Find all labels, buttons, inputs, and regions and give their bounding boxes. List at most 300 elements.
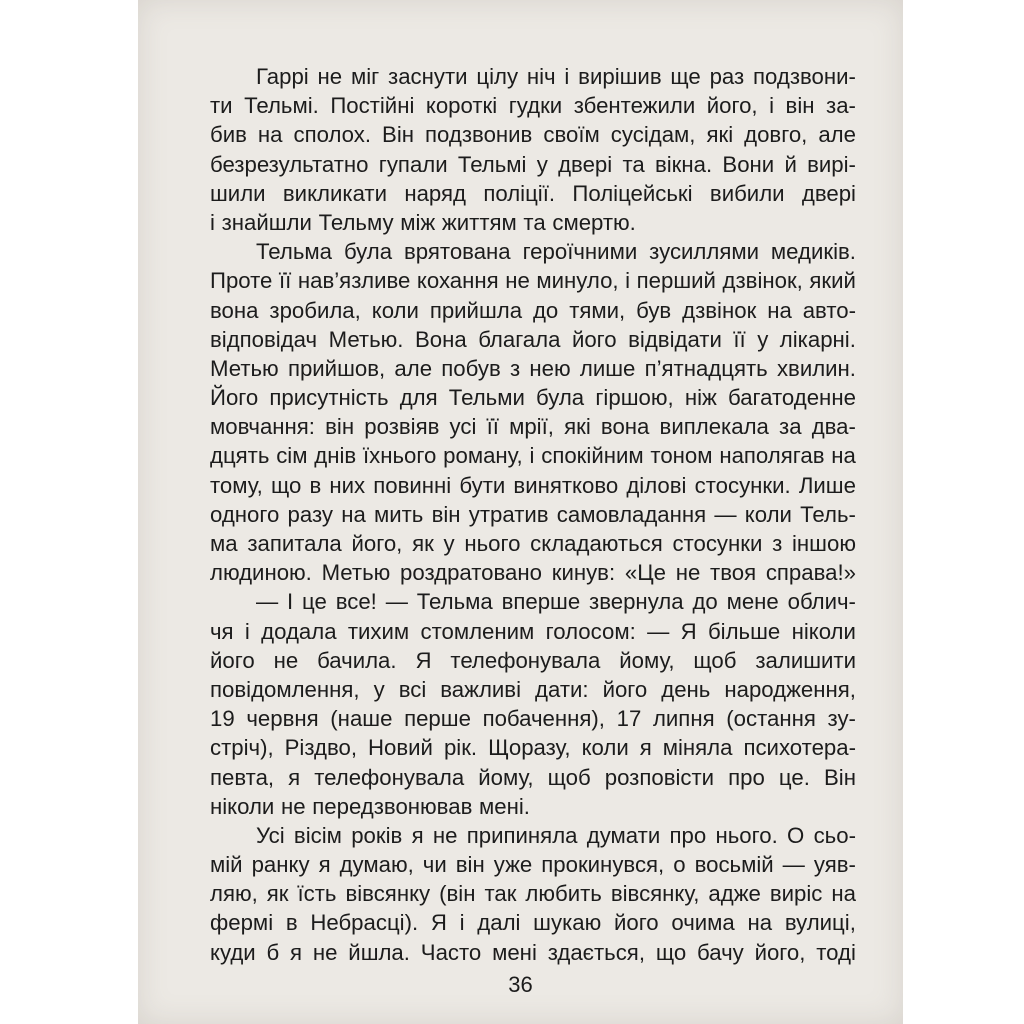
word: лікарні. <box>779 326 856 352</box>
word: прийшла <box>429 297 523 323</box>
word: ніж <box>684 385 717 411</box>
word: у <box>536 151 548 177</box>
word: Я <box>415 647 432 673</box>
word: до <box>532 297 559 323</box>
word: і <box>769 93 775 119</box>
word: них <box>329 472 366 498</box>
word: йому, <box>619 647 675 673</box>
text-line <box>210 908 856 937</box>
word: його <box>613 910 659 936</box>
word: побачення), <box>482 706 605 732</box>
word: іншою <box>792 531 856 556</box>
word: сьо- <box>813 822 856 848</box>
word: не <box>281 793 306 819</box>
word: припиняла <box>466 822 578 848</box>
word: Тельми <box>448 385 525 411</box>
word: ляю, <box>210 881 258 907</box>
word: (остання <box>726 706 816 732</box>
word: не <box>432 822 458 848</box>
word: — <box>782 852 805 878</box>
text-line <box>210 821 856 850</box>
word: дати: <box>535 676 589 702</box>
word: вівсянку <box>345 881 431 907</box>
text-line <box>210 208 856 237</box>
word: за- <box>826 93 856 119</box>
word: на <box>831 443 856 469</box>
text-line <box>210 529 856 558</box>
word: вперше <box>501 589 581 615</box>
word: лише <box>579 355 636 381</box>
word: коли <box>581 735 629 761</box>
word: вирі- <box>807 151 856 177</box>
word: голосом: <box>545 618 636 644</box>
word: медиків. <box>770 239 856 265</box>
word: тями, <box>569 297 626 323</box>
word: (він <box>439 881 476 907</box>
word: чи <box>422 852 447 878</box>
word: наряд <box>404 180 466 206</box>
word: сім <box>276 443 308 469</box>
word: виплекала <box>659 414 769 440</box>
word: Я <box>430 910 447 936</box>
word: нього <box>464 531 521 556</box>
word: і <box>459 910 465 936</box>
word: її <box>278 268 292 294</box>
word: важливі <box>440 676 522 702</box>
word: разу <box>287 501 333 527</box>
word: Метью <box>321 560 391 586</box>
word: смертю. <box>552 209 636 235</box>
word: розповісти <box>604 764 715 790</box>
word: у <box>373 676 385 702</box>
word: більше <box>707 618 781 644</box>
word: на <box>831 881 856 907</box>
word: у <box>757 326 769 352</box>
word: спокійним <box>541 443 644 469</box>
word: та <box>523 209 546 235</box>
word: Тельмі <box>457 151 527 177</box>
word: нав’язливе <box>297 268 411 294</box>
word: наполягав <box>719 443 825 469</box>
word: короткі <box>425 93 498 119</box>
word: Поліцейські <box>572 180 693 206</box>
word: який <box>809 268 856 294</box>
word: розвіяв <box>364 414 440 440</box>
text-line <box>210 617 856 646</box>
word: знайшли <box>221 209 312 235</box>
word: нею <box>529 355 571 381</box>
word: б <box>266 939 280 965</box>
word: подзвони- <box>753 64 856 89</box>
word: так <box>484 881 517 907</box>
word: років <box>351 822 403 848</box>
word: це. <box>778 764 810 790</box>
word: Щоразу, <box>488 735 571 761</box>
word: Постійні <box>330 93 415 119</box>
word: — <box>256 589 279 615</box>
text-line <box>210 91 856 120</box>
word: тихим <box>347 618 410 644</box>
word: міняла <box>662 735 733 761</box>
text-line <box>210 879 856 908</box>
word: липня <box>652 706 715 732</box>
word: дцять <box>210 443 270 469</box>
word: вівсянку, <box>610 881 700 907</box>
word: не <box>312 939 338 965</box>
word: 17 <box>616 706 642 732</box>
word: я <box>288 764 301 790</box>
word: їхнього <box>362 443 437 469</box>
word: тоном <box>650 443 713 469</box>
word: його, <box>351 531 403 556</box>
word: благала <box>478 326 561 352</box>
word: я <box>639 735 652 761</box>
word: Лише <box>798 472 856 498</box>
word: збентежили <box>573 93 696 119</box>
word: вулиці, <box>784 910 856 936</box>
word: дзвінок <box>682 297 757 323</box>
word: психотера- <box>743 735 856 761</box>
word: вибили <box>709 180 785 206</box>
word: я <box>411 822 424 848</box>
word: фермі <box>210 910 274 936</box>
word: складаються <box>530 531 663 556</box>
word: їсть <box>297 881 337 907</box>
page-text <box>210 62 856 967</box>
word: роману, <box>443 443 523 469</box>
word: що <box>270 472 302 498</box>
word: і <box>244 618 250 644</box>
word: зробила, <box>269 297 361 323</box>
word: вона <box>210 297 259 323</box>
word: вікна. <box>654 151 713 177</box>
word: бачила. <box>317 647 397 673</box>
word: в <box>309 472 322 498</box>
word: чя <box>210 618 234 644</box>
word: це <box>302 589 327 615</box>
word: 19 <box>210 706 235 732</box>
text-line <box>210 587 856 616</box>
word: про <box>669 822 707 848</box>
word: — <box>385 589 408 615</box>
word: вирішив <box>578 64 662 89</box>
word: я <box>290 939 303 965</box>
word: «Це <box>624 560 666 586</box>
word: Вони <box>722 151 775 177</box>
word: Тель- <box>800 501 856 527</box>
word: його <box>210 647 255 673</box>
text-line <box>210 120 856 149</box>
text-line <box>210 296 856 325</box>
word: зу- <box>827 706 856 732</box>
word: повідомлення, <box>210 676 360 702</box>
word: на <box>257 122 283 148</box>
word: своїм <box>543 122 600 148</box>
word: мене <box>726 589 779 615</box>
word: народження, <box>724 676 856 702</box>
word: Тельму <box>318 209 394 235</box>
text-line <box>210 938 856 967</box>
word: та <box>622 151 645 177</box>
word: передзвонював <box>312 793 473 819</box>
word: облич- <box>787 589 856 615</box>
word: була <box>536 385 585 411</box>
word: мені <box>492 939 537 965</box>
word: відвідати <box>628 326 722 352</box>
word: (наше <box>330 706 393 732</box>
text-line <box>210 675 856 704</box>
word: звернула <box>589 589 684 615</box>
word: він <box>785 93 815 119</box>
word: бив <box>210 122 247 148</box>
word: він <box>325 414 355 440</box>
word: ма <box>210 531 238 556</box>
word: які <box>564 414 591 440</box>
text-line <box>210 441 856 470</box>
word: Небрасці). <box>310 910 419 936</box>
word: кохання <box>416 268 499 294</box>
word: Усі <box>256 822 285 848</box>
text-line <box>210 850 856 879</box>
word: Він <box>823 764 856 790</box>
word: справа!» <box>765 560 856 586</box>
word: був <box>636 297 672 323</box>
text-line <box>210 704 856 733</box>
text-line <box>210 412 856 441</box>
word: ніколи <box>791 618 856 644</box>
word: прокинувся, <box>541 852 665 878</box>
page-number: 36 <box>508 972 533 997</box>
word: п’ятнадцять <box>644 355 768 381</box>
word: вона <box>600 414 650 440</box>
word: для <box>399 385 438 411</box>
word: запитала <box>247 531 342 556</box>
word: І <box>287 589 294 615</box>
word: викликати <box>282 180 387 206</box>
word: як <box>412 531 434 556</box>
word: все! <box>335 589 377 615</box>
word: винятково <box>513 472 619 498</box>
word: тому, <box>210 472 263 498</box>
word: залишити <box>755 647 856 673</box>
book-page <box>138 0 903 1024</box>
word: не <box>317 64 343 89</box>
text-line <box>210 792 856 821</box>
word: бути <box>459 472 506 498</box>
word: мовчання: <box>210 414 315 440</box>
text-line <box>210 383 856 412</box>
word: додала <box>261 618 337 644</box>
word: певта, <box>210 764 275 790</box>
word: гупали <box>378 151 448 177</box>
word: йшла. <box>348 939 410 965</box>
word: побув <box>441 355 501 381</box>
word: Різдво, <box>284 735 358 761</box>
word: щоб <box>693 647 737 673</box>
text-line <box>210 237 856 266</box>
word: не <box>675 560 701 586</box>
word: коли <box>744 501 792 527</box>
word: Метью <box>210 355 279 381</box>
word: авто- <box>802 297 856 323</box>
word: уяв- <box>813 852 856 878</box>
word: твоя <box>710 560 757 586</box>
word: — <box>647 618 670 644</box>
word: минуло, <box>536 268 619 294</box>
word: з <box>509 355 521 381</box>
word: самовладання <box>556 501 707 527</box>
word: поліції. <box>483 180 556 206</box>
word: прийшов, <box>287 355 386 381</box>
word: заснути <box>388 64 468 89</box>
word: стосунки. <box>694 472 791 498</box>
word: стомленим <box>420 618 535 644</box>
word: Я <box>680 618 697 644</box>
word: Тельмі. <box>244 93 319 119</box>
word: раз <box>709 64 745 89</box>
text-line <box>210 646 856 675</box>
word: його, <box>754 939 806 965</box>
word: телефонувала <box>314 764 465 790</box>
word: мрії, <box>509 414 554 440</box>
word: сусідам, <box>610 122 696 148</box>
word: героїчними <box>522 239 638 265</box>
text-line <box>210 179 856 208</box>
word: восьмій <box>694 852 774 878</box>
word: і <box>529 443 535 469</box>
word: які <box>706 122 734 148</box>
word: на <box>767 297 792 323</box>
word: його <box>571 326 617 352</box>
word: Метью. <box>328 326 404 352</box>
word: ніч <box>526 64 556 89</box>
word: Вона <box>414 326 467 352</box>
word: її <box>486 414 499 440</box>
word: Тельма <box>416 589 493 615</box>
word: до <box>692 589 718 615</box>
word: Проте <box>210 268 273 294</box>
word: куди <box>210 939 256 965</box>
word: подзвонив <box>425 122 533 148</box>
word: і <box>625 268 631 294</box>
word: утратив <box>468 501 549 527</box>
word: рік. <box>443 735 478 761</box>
word: уже <box>493 852 533 878</box>
word: вісім <box>293 822 342 848</box>
word: далі <box>477 910 521 936</box>
word: Його <box>210 385 259 411</box>
word: безрезультатно <box>210 151 369 177</box>
word: сполох. <box>293 122 372 148</box>
word: О <box>787 822 805 848</box>
word: її <box>733 326 746 352</box>
word: довго, <box>744 122 808 148</box>
word: я <box>318 852 331 878</box>
text-line <box>210 325 856 354</box>
word: нього. <box>715 822 778 848</box>
word: думаю, <box>339 852 414 878</box>
word: шукаю <box>533 910 602 936</box>
word: ранку <box>251 852 310 878</box>
text-line <box>210 150 856 179</box>
word: присутність <box>269 385 389 411</box>
word: Гаррі <box>256 64 309 89</box>
word: і <box>564 64 570 89</box>
word: о <box>673 852 686 878</box>
word: мій <box>210 852 243 878</box>
word: одного <box>210 501 280 527</box>
word: у <box>443 531 455 556</box>
text-line <box>210 558 856 587</box>
word: щоб <box>547 764 591 790</box>
word: усі <box>449 414 477 440</box>
word: виріс <box>769 881 823 907</box>
word: за <box>779 414 802 440</box>
word: — <box>714 501 737 527</box>
word: ти <box>210 93 233 119</box>
word: його <box>602 676 648 702</box>
word: йому, <box>478 764 534 790</box>
word: Тельма <box>256 239 333 265</box>
word: ділові <box>626 472 687 498</box>
word: й <box>784 151 797 177</box>
word: тоді <box>816 939 856 965</box>
word: людиною. <box>210 560 312 586</box>
word: червня <box>246 706 319 732</box>
word: міг <box>350 64 380 89</box>
word: думати <box>586 822 661 848</box>
word: гіршою, <box>595 385 674 411</box>
word: здається, <box>547 939 645 965</box>
text-line <box>210 266 856 295</box>
text-line <box>210 354 856 383</box>
word: про <box>728 764 765 790</box>
word: але <box>818 122 856 148</box>
word: роздратовано <box>400 560 542 586</box>
word: двері <box>558 151 613 177</box>
word: відповідач <box>210 326 318 352</box>
text-line <box>210 500 856 529</box>
word: він <box>455 852 485 878</box>
word: між <box>400 209 436 235</box>
word: що <box>655 939 687 965</box>
word: хвилин. <box>776 355 856 381</box>
word: не <box>505 268 530 294</box>
word: стріч), <box>210 735 274 761</box>
word: в <box>285 910 298 936</box>
word: ніколи <box>210 793 275 819</box>
word: життям <box>441 209 517 235</box>
word: Часто <box>420 939 482 965</box>
word: всі <box>398 676 427 702</box>
word: стосунки <box>672 531 763 556</box>
text-line <box>210 62 856 91</box>
word: день <box>661 676 711 702</box>
word: Він <box>382 122 415 148</box>
word: він <box>431 501 461 527</box>
word: з <box>772 531 783 556</box>
word: зусиллями <box>649 239 759 265</box>
word: не <box>273 647 299 673</box>
word: двері <box>801 180 856 206</box>
word: гудки <box>508 93 563 119</box>
word: і <box>210 209 215 235</box>
word: коли <box>371 297 419 323</box>
word: врятована <box>404 239 511 265</box>
word: перший <box>636 268 716 294</box>
word: на <box>341 501 366 527</box>
word: як <box>266 881 289 907</box>
